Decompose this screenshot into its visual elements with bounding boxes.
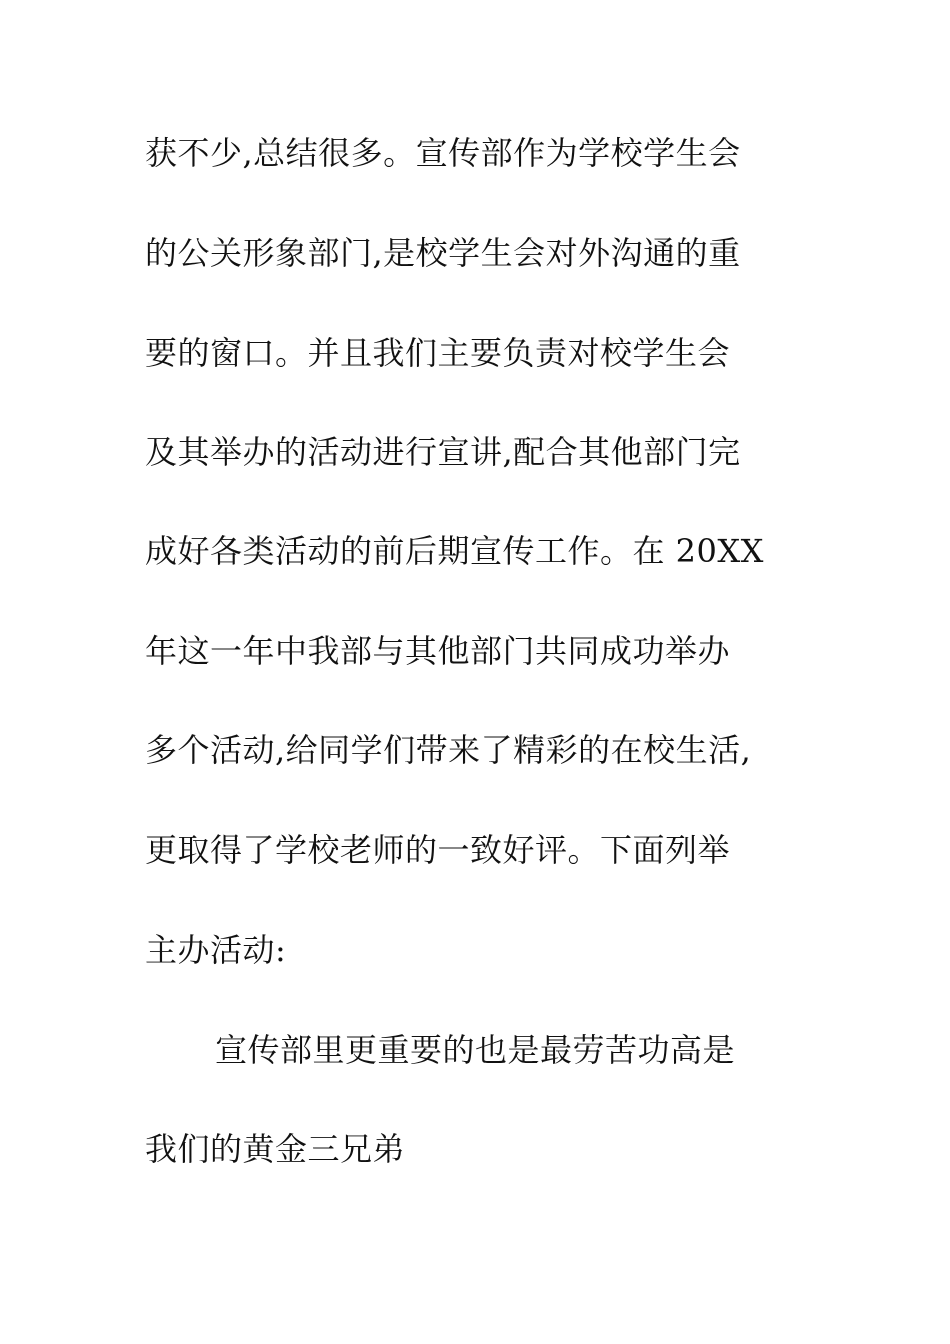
- paragraph-1-line-6: 年这一年中我部与其他部门共同成功举办: [145, 632, 731, 670]
- paragraph-1-line-7: 多个活动,给同学们带来了精彩的在校生活,: [145, 731, 752, 769]
- paragraph-1-line-9: 主办活动:: [145, 931, 287, 969]
- paragraph-1-line-1: 获不少,总结很多。宣传部作为学校学生会: [145, 134, 741, 172]
- paragraph-1-line-4: 及其举办的活动进行宣讲,配合其他部门完: [145, 433, 741, 471]
- paragraph-1-line-2: 的公关形象部门,是校学生会对外沟通的重: [145, 234, 741, 272]
- paragraph-1-line-3: 要的窗口。并且我们主要负责对校学生会: [145, 334, 731, 372]
- paragraph-1-line-8: 更取得了学校老师的一致好评。下面列举: [145, 831, 731, 869]
- paragraph-2-line-2: 我们的黄金三兄弟: [145, 1130, 406, 1168]
- paragraph-2-line-1: 宣传部里更重要的也是最劳苦功高是: [215, 1031, 736, 1069]
- paragraph-1-line-5: 成好各类活动的前后期宣传工作。在 20XX: [145, 532, 764, 570]
